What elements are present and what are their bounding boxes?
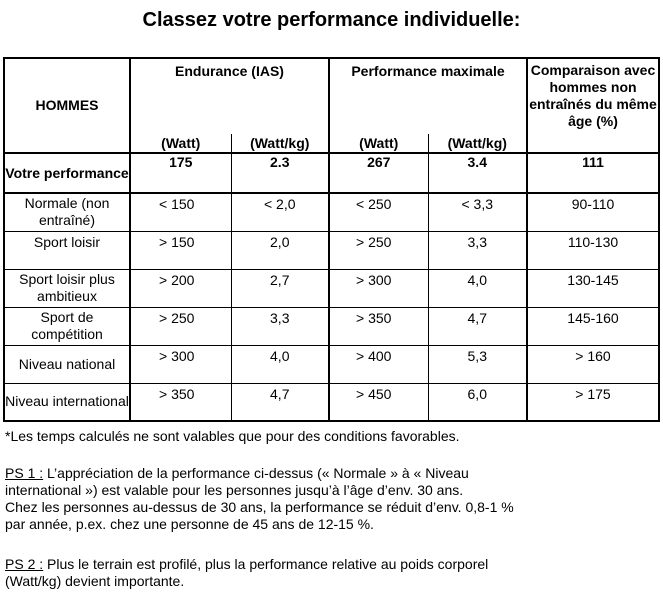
cell: < 250 (329, 193, 428, 231)
cell: > 400 (329, 345, 428, 383)
cell: 2.3 (231, 153, 329, 193)
row-label: Sport loisir plus ambitieux (4, 269, 130, 307)
table-row (4, 307, 659, 345)
table-row (4, 345, 659, 383)
ps1-text-line1: L’appréciation de la performance ci-dessus (« Normale » à « Niveau (43, 465, 469, 481)
cell: > 300 (130, 345, 231, 383)
cell: > 250 (329, 231, 428, 269)
endurance-header: Endurance (IAS) (130, 58, 329, 134)
cell: 4,7 (428, 307, 527, 345)
table-row (4, 383, 659, 421)
perf-max-header: Performance maximale (329, 58, 527, 134)
cell: > 150 (130, 231, 231, 269)
table-row (4, 193, 659, 231)
cell: 111 (527, 153, 659, 193)
page-title: Classez votre performance individuelle: (142, 9, 521, 31)
cell: 2,0 (231, 231, 329, 269)
cell: 3.4 (428, 153, 527, 193)
cell: 90-110 (527, 193, 659, 231)
unit-watt-endurance: (Watt) (130, 134, 231, 153)
cell: > 300 (329, 269, 428, 307)
cell: 4,7 (231, 383, 329, 421)
unit-watt-max: (Watt) (329, 134, 428, 153)
comparison-header: Comparaison avec hommes non entraînés du même âge (%) (527, 58, 659, 153)
row-label: Niveau international (4, 383, 130, 421)
table-row (4, 269, 659, 307)
footnote: *Les temps calculés ne sont valables que pour des conditions favorables. (5, 428, 460, 444)
performance-table (3, 57, 660, 422)
ps1-paragraph (5, 465, 514, 533)
ps2-paragraph (5, 556, 488, 590)
unit-wattkg-endurance: (Watt/kg) (231, 134, 329, 153)
row-label: Niveau national (4, 345, 130, 383)
cell: 4,0 (428, 269, 527, 307)
ps2-text-line1: Plus le terrain est profilé, plus la performance relative au poids corporel (43, 556, 489, 572)
cell: > 200 (130, 269, 231, 307)
ps1-label: PS 1 : (5, 465, 44, 481)
ps1-text-line3: Chez les personnes au-dessus de 30 ans, la performance se réduit d’env. 0,8-1 % (5, 499, 514, 515)
cell: 175 (130, 153, 231, 193)
cell: 145-160 (527, 307, 659, 345)
cell: > 160 (527, 345, 659, 383)
corner-header: HOMMES (4, 58, 130, 153)
cell: 267 (329, 153, 428, 193)
cell: < 2,0 (231, 193, 329, 231)
cell: > 350 (329, 307, 428, 345)
cell: < 3,3 (428, 193, 527, 231)
table-row (4, 231, 659, 269)
row-label: Sport de compétition (4, 307, 130, 345)
cell: 3,3 (428, 231, 527, 269)
table-row-votre (4, 153, 659, 193)
row-label: Normale (non entraîné) (4, 193, 130, 231)
row-label: Votre performance (4, 153, 130, 193)
cell: > 450 (329, 383, 428, 421)
cell: 5,3 (428, 345, 527, 383)
cell: 6,0 (428, 383, 527, 421)
ps2-text-line2: (Watt/kg) devient importante. (5, 573, 185, 589)
unit-wattkg-max: (Watt/kg) (428, 134, 527, 153)
ps1-text-line2: international ») est valable pour les personnes jusqu’à l’âge d’env. 30 ans. (5, 482, 464, 498)
cell: > 250 (130, 307, 231, 345)
ps1-text-line4: par année, p.ex. chez une personne de 45 ans de 12-15 %. (5, 516, 374, 532)
cell: 130-145 (527, 269, 659, 307)
cell: < 150 (130, 193, 231, 231)
cell: > 175 (527, 383, 659, 421)
row-label: Sport loisir (4, 231, 130, 269)
cell: 4,0 (231, 345, 329, 383)
cell: 110-130 (527, 231, 659, 269)
cell: 2,7 (231, 269, 329, 307)
cell: > 350 (130, 383, 231, 421)
ps2-label: PS 2 : (5, 556, 44, 572)
cell: 3,3 (231, 307, 329, 345)
